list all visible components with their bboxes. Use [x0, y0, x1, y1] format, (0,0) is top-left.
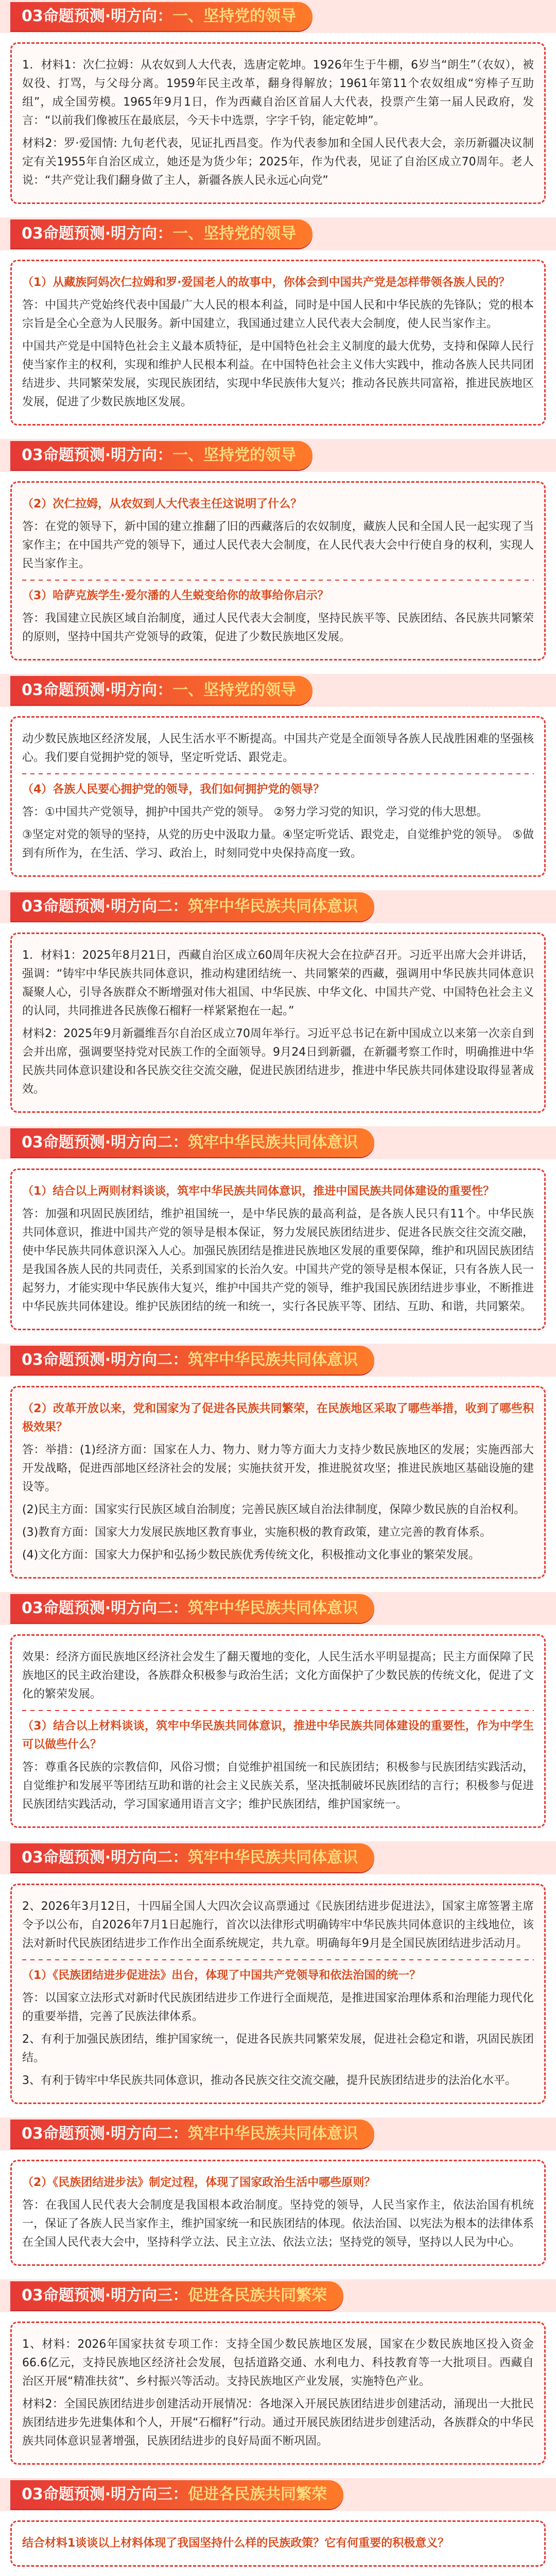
- banner-prefix: 03: [22, 7, 43, 25]
- question: （1）结合以上两则材料谈谈，筑牢中华民族共同体意识，推进中国民族共同体建设的重要性？: [22, 1185, 495, 1198]
- banner-tag: [10, 1594, 374, 1623]
- answer-paragraph: 答：我国建立民族区域自治制度，通过人民代表大会制度，坚持民族平等、民族团结、各民族共同繁荣的原则，坚持中国共产党领导的政策，促进了少数民族地区发展。: [22, 612, 534, 643]
- section-banner: [0, 1592, 556, 1625]
- question: （2）次仁拉姆，从农奴到人大代表主任这说明了什么？: [22, 498, 302, 511]
- banner-text: 命题预测·明方向二：: [43, 1133, 188, 1151]
- banner-text: 命题预测·明方向三：: [43, 2286, 188, 2304]
- answer-paragraph: 3、有利于铸牢中华民族共同体意识，推动各民族交往交流交融，提升民族团结进步的法治化水平。: [22, 2074, 517, 2087]
- banner-highlight: 一、坚持党的领导: [172, 7, 297, 25]
- answer-paragraph: 答：中国共产党始终代表中国最广大人民的根本利益，同时是中国人民和中华民族的先锋队；党的根本宗旨是全心全意为人民服务。新中国建立，我国通过建立人民代表大会制度，使人民当家作主。: [22, 299, 534, 330]
- banner-prefix: 03: [22, 2286, 43, 2304]
- answer-paragraph: (4)文化方面：国家大力保护和弘扬少数民族优秀传统文化，积极推动文化事业的繁荣发展。: [22, 1549, 480, 1562]
- question: （3）哈萨克族学生·爱尔潘的人生蜕变给你的故事给你启示？: [22, 589, 329, 602]
- question: 结合材料1谈谈以上材料体现了我国坚持什么样的民族政策？它有何重要的积极意义？: [22, 2537, 449, 2550]
- banner-tag: [10, 676, 312, 705]
- banner-prefix: 03: [22, 681, 43, 699]
- divider: [22, 1959, 534, 1960]
- banner-highlight: 一、坚持党的领导: [172, 225, 297, 243]
- answer-paragraph: (2)民主方面：国家实行民族区域自治制度；完善民族区域自治法律制度，保障少数民族的自治权利。: [22, 1503, 526, 1516]
- banner-prefix: 03: [22, 1849, 43, 1867]
- answer-paragraph: (3)教育方面：国家大力发展民族地区教育事业，实施积极的教育政策，建立完善的教育体系。: [22, 1526, 492, 1539]
- paragraph: 1．材料1：2025年8月21日，西藏自治区成立60周年庆祝大会在拉萨召开。习近平出席大会并讲话，强调：“铸牢中华民族共同体意识，推动构建团结统一、共同繁荣的西藏，强调用中华民族共同体意识凝聚人心，引导各族群众不断增强对伟大祖国、中华民族、中华文化、中国共产党、中国特色社会主义的认同，共同推进各民族像石榴籽一样紧紧抱在一起。”: [22, 949, 534, 1018]
- banner-text: 命题预测·明方向：: [43, 681, 173, 699]
- banner-prefix: 03: [22, 2125, 43, 2143]
- answer-paragraph: 中国共产党是中国特色社会主义最本质特征，是中国特色社会主义制度的最大优势，支持和保障人民行使当家作主的权利，实现和维护人民根本利益。在中国特色社会主义伟大实践中，推动各族人民共同团结进步、共同繁荣发展，实现民族团结，实现中华民族伟大复兴；推动各民族共同富裕，推进民族地区发展，促进了少数民族地区发展。: [22, 340, 534, 409]
- banner-text: 命题预测·明方向：: [43, 225, 173, 243]
- divider: [22, 1710, 534, 1711]
- question: （4）各族人民要心拥护党的领导，我们如何拥护党的领导？: [22, 783, 325, 796]
- banner-prefix: 03: [22, 1133, 43, 1151]
- banner-tag: [10, 1346, 374, 1375]
- answer-paragraph: 答：举措：(1)经济方面：国家在人力、物力、财力等方面大力支持少数民族地区的发展；实施西部大开发战略，促进西部地区经济社会的发展；实施扶贫开发，推进脱贫攻坚；推进民族地区基础设施的建设等。: [22, 1444, 534, 1494]
- section-2: [0, 217, 556, 426]
- section-banner: [0, 2117, 556, 2150]
- section-banner: [0, 1344, 556, 1377]
- answer-paragraph: 答：以国家立法形式对新时代民族团结进步工作进行全面规范，是推进国家治理体系和治理能力现代化的重要举措，完善了民族法律体系。: [22, 1992, 534, 2023]
- question: （1）《民族团结进步促进法》出台，体现了中国共产党领导和依法治国的统一？: [22, 1969, 421, 1982]
- paragraph: 2、2026年3月12日，十四届全国人大四次会议高票通过《民族团结进步促进法》，国家主席签署主席令予以公布，自2026年7月1日起施行，首次以法律形式明确铸牢中华民族共同体意识的主线地位，该法对新时代民族团结进步工作作出全面系统规定，共九章。明确每年9月是全国民族团结进步活动月。: [22, 1900, 534, 1950]
- section-banner: [0, 0, 556, 33]
- answer-paragraph: 答：加强和巩固民族团结，维护祖国统一，是中华民族的最高利益，是各族人民只有11个。中华民族共同体意识，推进中国共产党的领导是根本保证，努力发展民族团结进步、促进各民族交往交流交融，使中华民族共同体意识深入人心。加强民族团结是推进民族地区发展的重要保障，维护和巩固民族团结是我国各族人民的共同责任，关系到国家的长治久安。中国共产党的领导是根本保证，只有各族人民一起努力，才能实现中华民族伟大复兴，维护中国共产党的领导，维护我国民族团结进步事业，不断推进中华民族共同体建设。维护民族团结的统一和统一，实行各民族平等、团结、互助、和谐，共同繁荣。: [22, 1208, 534, 1313]
- section-banner: [0, 674, 556, 707]
- banner-prefix: 03: [22, 225, 43, 243]
- answer-paragraph: 答：①中国共产党领导，拥护中国共产党的领导。 ②努力学习党的知识，学习党的伟大思想。: [22, 806, 488, 819]
- section-banner: [0, 1841, 556, 1874]
- paragraph: 材料2：2025年9月新疆维吾尔自治区成立70周年举行。习近平总书记在新中国成立以来第一次亲自到会并出席，强调要坚持党对民族工作的全面领导。9月24日到新疆，在新疆考察工作时，明确推进中华民族共同体意识建设和各民族交往交流交融，促进民族团结进步，推进中华民族共同体建设取得显著成效。: [22, 1027, 534, 1096]
- banner-tag: [10, 441, 312, 470]
- section-4: [0, 674, 556, 877]
- banner-prefix: 03: [22, 446, 43, 464]
- content-card: [10, 716, 546, 877]
- content-card: [10, 933, 546, 1113]
- banner-tag: [10, 219, 312, 248]
- banner-highlight: 促进各民族共同繁荣: [188, 2286, 327, 2304]
- section-5: [0, 890, 556, 1113]
- banner-prefix: 03: [22, 1599, 43, 1617]
- content-card: [10, 2160, 546, 2266]
- banner-highlight: 筑牢中华民族共同体意识: [188, 1599, 358, 1617]
- question: （1）从藏族阿妈次仁拉姆和罗·爱国老人的故事中，你体会到中国共产党是怎样带领各族人民的？: [22, 276, 510, 289]
- banner-text: 命题预测·明方向二：: [43, 897, 188, 916]
- section-10: [0, 2117, 556, 2266]
- question: （3）结合以上材料谈谈，筑牢中华民族共同体意识，推进中华民族共同体建设的重要性，作为中学生可以做些什么？: [22, 1720, 534, 1751]
- banner-prefix: 03: [22, 897, 43, 916]
- answer-paragraph: 2、有利于加强民族团结，维护国家统一，促进各民族共同繁荣发展，促进社会稳定和谐，巩固民族团结。: [22, 2033, 534, 2064]
- section-7: [0, 1344, 556, 1579]
- section-3: [0, 439, 556, 660]
- paragraph: 1．材料1：次仁拉姆：从农奴到人大代表，选唐定乾坤。1926年生于牛棚，6岁当“朗生”（农奴），被奴役、打骂，与父母分离。1959年民主改革，翻身得解放；1961年第11个农奴组成“穷棒子互助组”，成全国劳模。1965年9月1日，作为西藏自治区首届人大代表，投票产生第一届人民政府，发言：“以前我们像被压在最底层，今天卡中选票，字字千钧，能定乾坤”。: [22, 59, 534, 127]
- section-banner: [0, 439, 556, 472]
- banner-text: 命题预测·明方向二：: [43, 1599, 188, 1617]
- paragraph: 材料2：罗·爱国情: 九旬老代表，见证扎西昌变。作为代表参加和全国人民代表大会，亲历新疆决议制定有关1955年自治区成立，她还是为货少年；2025年，作为代表，见证了自治区成立70周年。老人说：“共产党让我们翻身做了主人，新疆各族人民永远心向党”: [22, 137, 534, 187]
- content-card: [10, 1168, 546, 1330]
- banner-highlight: 筑牢中华民族共同体意识: [188, 1133, 358, 1151]
- section-1: [0, 0, 556, 204]
- question: （2）《民族团结进步法》制定过程，体现了国家政治生活中哪些原则？: [22, 2176, 376, 2189]
- section-banner: [0, 2279, 556, 2312]
- section-6: [0, 1126, 556, 1330]
- section-11: [0, 2279, 556, 2465]
- section-banner: [0, 217, 556, 250]
- content-card: [10, 42, 546, 204]
- banner-highlight: 筑牢中华民族共同体意识: [188, 1849, 358, 1867]
- answer-paragraph: ③坚定对党的领导的坚持，从党的历史中汲取力量。④坚定听党话、跟党走，自觉维护党的领导。 ⑤做到有所作为，在生活、学习、政治上，时刻同党中央保持高度一致。: [22, 828, 534, 860]
- banner-highlight: 筑牢中华民族共同体意识: [188, 897, 358, 916]
- section-9: [0, 1841, 556, 2104]
- banner-highlight: 筑牢中华民族共同体意识: [188, 2125, 358, 2143]
- answer-paragraph: 答：在我国人民代表大会制度是我国根本政治制度。坚持党的领导，人民当家作主，依法治国有机统一，保证了各族人民当家作主，维护国家统一和民族团结的体现。依法治国、以宪法为根本的法律体系在全国人民代表大会中，坚持科学立法、民主立法、依法立法；坚持党的领导，坚持以人民为中心。: [22, 2199, 534, 2249]
- banner-tag: [10, 2120, 374, 2148]
- question: （2）改革开放以来，党和国家为了促进各民族共同繁荣，在民族地区采取了哪些举措，收到了哪些积极效果？: [22, 1402, 534, 1434]
- content-card: [10, 2520, 546, 2567]
- content-card: [10, 1634, 546, 1828]
- content-card: [10, 1884, 546, 2104]
- banner-highlight: 筑牢中华民族共同体意识: [188, 1351, 358, 1369]
- section-12: [0, 2478, 556, 2567]
- answer-paragraph: 答：在党的领导下，新中国的建立推翻了旧的西藏落后的农奴制度，藏族人民和全国人民一起实现了当家作主；在中国共产党的领导下，通过人民代表大会制度，在人民代表大会中行使自身的权利，实现人民当家作主。: [22, 520, 534, 570]
- paragraph: 1、材料：2026年国家扶贫专项工作：支持全国少数民族地区发展，国家在少数民族地区投入资金 66.6亿元，支持民族地区经济社会发展，包括道路交通、水利电力、科技教育等一大批项目。西藏自治区开展“精准扶贫”、乡村振兴等活动。支持民族地区产业发展，实施特色产业。: [22, 2338, 534, 2388]
- banner-text: 命题预测·明方向：: [43, 446, 173, 464]
- banner-text: 命题预测·明方向：: [43, 7, 173, 25]
- banner-highlight: 一、坚持党的领导: [172, 446, 297, 464]
- content-card: [10, 2321, 546, 2465]
- section-banner: [0, 890, 556, 923]
- banner-highlight: 促进各民族共同繁荣: [188, 2485, 327, 2503]
- banner-text: 命题预测·明方向二：: [43, 1351, 188, 1369]
- content-card: [10, 481, 546, 660]
- banner-tag: [10, 2281, 343, 2310]
- section-banner: [0, 2478, 556, 2511]
- answer-paragraph: 答：尊重各民族的宗教信仰，风俗习惯；自觉维护祖国统一和民族团结；积极参与民族团结实践活动，自觉维护和发展平等团结互助和谐的社会主义民族关系，坚决抵制破坏民族团结的言行；积极参与促进民族团结实践活动，学习国家通用语言文字；维护民族团结，维护国家统一。: [22, 1761, 534, 1811]
- paragraph: 动少数民族地区经济发展，人民生活水平不断提高。中国共产党是全面领导各族人民战胜困难的坚强核心。我们要自觉拥护党的领导，坚定听党话、跟党走。: [22, 733, 534, 764]
- section-banner: [0, 1126, 556, 1159]
- banner-text: 命题预测·明方向二：: [43, 2125, 188, 2143]
- banner-prefix: 03: [22, 2485, 43, 2503]
- divider: [22, 580, 534, 581]
- banner-text: 命题预测·明方向三：: [43, 2485, 188, 2503]
- banner-tag: [10, 1128, 374, 1157]
- banner-text: 命题预测·明方向二：: [43, 1849, 188, 1867]
- content-card: [10, 1386, 546, 1579]
- paragraph: 材料2：全国民族团结进步创建活动开展情况：各地深入开展民族团结进步创建活动，涌现出一大批民族团结进步先进集体和个人，开展“石榴籽”行动。通过开展民族团结进步创建活动，各族群众的中华民族共同体意识显著增强，民族团结进步的良好局面不断巩固。: [22, 2398, 534, 2448]
- banner-tag: [10, 892, 374, 921]
- banner-highlight: 一、坚持党的领导: [172, 681, 297, 699]
- banner-prefix: 03: [22, 1351, 43, 1369]
- banner-tag: [10, 2480, 343, 2509]
- answer-paragraph: 效果：经济方面民族地区经济社会发生了翻天覆地的变化，人民生活水平明显提高；民主方面保障了民族地区的民主政治建设，各族群众积极参与政治生活；文化方面保护了少数民族的传统文化，促进了文化的繁荣发展。: [22, 1651, 534, 1701]
- banner-tag: [10, 2, 312, 31]
- section-8: [0, 1592, 556, 1828]
- banner-tag: [10, 1843, 374, 1872]
- divider: [22, 773, 534, 774]
- content-card: [10, 260, 546, 426]
